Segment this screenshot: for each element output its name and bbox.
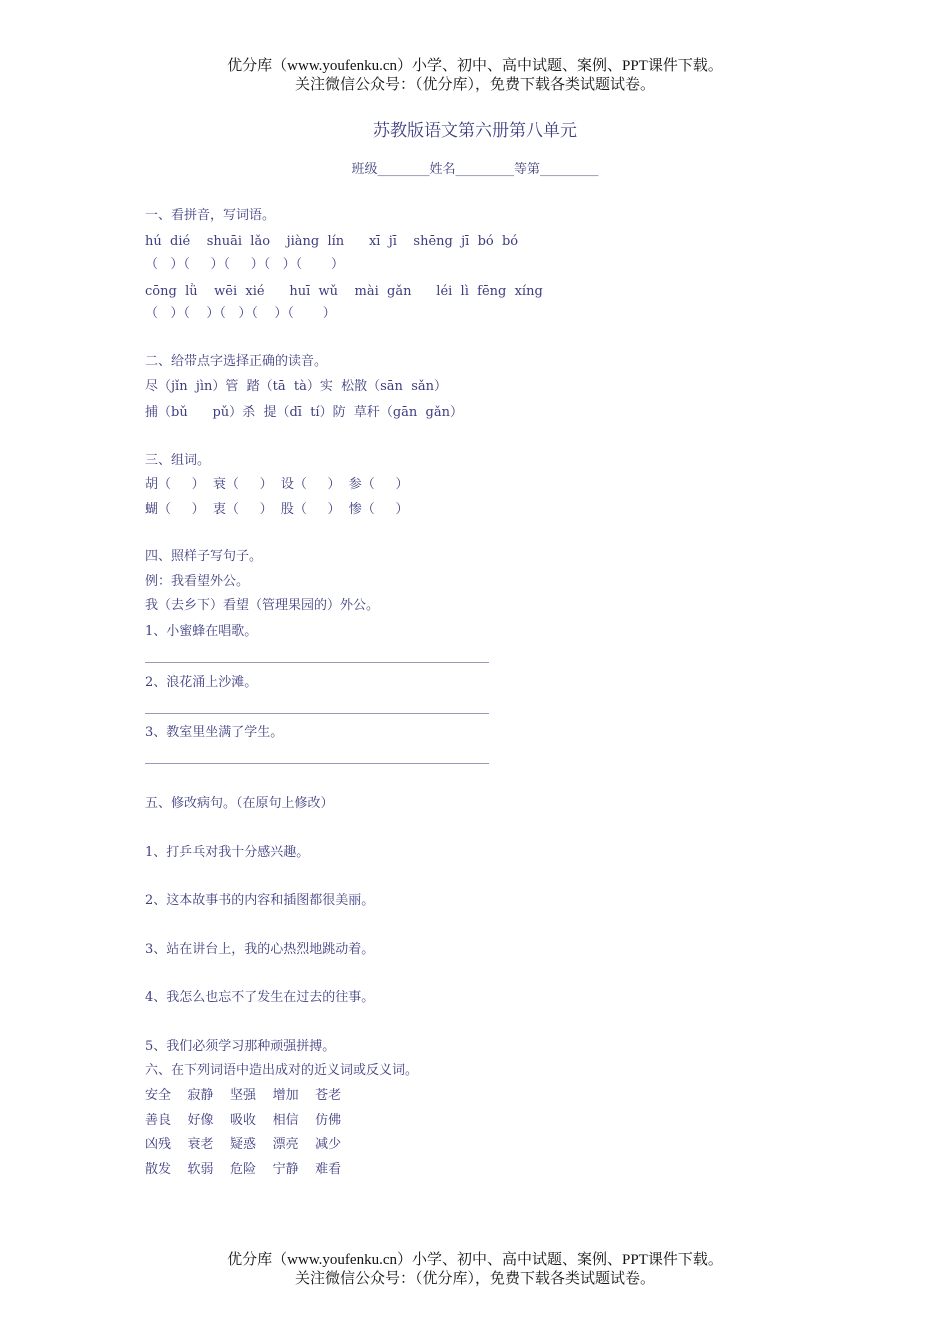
- word-group-line-2: 蝴（ ） 衷（ ） 股（ ） 惨（ ）: [145, 502, 409, 517]
- correction-sentence-4: 4、我怎么也忘不了发生在过去的往事。: [145, 990, 375, 1005]
- student-info-line: 班级________姓名_________等第_________: [351, 162, 599, 177]
- sentence-question-3: 3、教室里坐满了学生。: [145, 725, 284, 740]
- pinyin-row-1: hú dié shuāi lǎo jiàng lín xī jī shēng jī bó bó: [145, 234, 519, 249]
- answer-line-2: [145, 713, 489, 714]
- pinyin-row-2: cōng lǜ wēi xié huī wǔ mài gǎn léi lì fēng xíng: [145, 284, 543, 299]
- example-line-2: 我（去乡下）看望（管理果园的）外公。: [145, 598, 380, 613]
- page-header: [0, 57, 950, 95]
- word-list-row-1: 安全 寂静 坚强 增加 苍老: [145, 1088, 342, 1103]
- correction-sentence-2: 2、这本故事书的内容和插图都很美丽。: [145, 893, 375, 908]
- pronunciation-line-1: 尽（jǐn jìn）管 踏（tā tà）实 松散（sān sǎn）: [145, 379, 447, 394]
- word-list-row-4: 散发 软弱 危险 宁静 难看: [145, 1162, 342, 1177]
- header-line-2: 关注微信公众号：（优分库），免费下载各类试题试卷。: [294, 77, 655, 93]
- example-line-1: 例：我看望外公。: [145, 574, 250, 589]
- correction-sentence-3: 3、站在讲台上，我的心热烈地跳动着。: [145, 942, 375, 957]
- word-list-row-3: 凶残 衰老 疑惑 漂亮 减少: [145, 1137, 342, 1152]
- document-title: 苏教版语文第六册第八单元: [373, 121, 577, 141]
- correction-sentence-1: 1、打乒乓对我十分感兴趣。: [145, 845, 310, 860]
- answer-brackets-row-2: （ ）（ ）（ ）（ ）（ ）: [145, 306, 336, 321]
- footer-line-1: 优分库（www.youfenku.cn）小学、初中、高中试题、案例、PPT课件下载。: [227, 1252, 723, 1268]
- section-3-heading: 三、组词。: [145, 453, 211, 468]
- header-line-1: 优分库（www.youfenku.cn）小学、初中、高中试题、案例、PPT课件下载。: [227, 58, 723, 74]
- section-4-heading: 四、照样子写句子。: [145, 549, 263, 564]
- sentence-question-2: 2、浪花涌上沙滩。: [145, 675, 258, 690]
- section-1-heading: 一、看拼音，写词语。: [145, 208, 276, 223]
- sentence-question-1: 1、小蜜蜂在唱歌。: [145, 624, 258, 639]
- answer-line-3: [145, 763, 489, 764]
- correction-sentence-5: 5、我们必须学习那种顽强拼搏。: [145, 1039, 336, 1054]
- section-5-heading: 五、修改病句。（在原句上修改）: [145, 796, 334, 811]
- section-6-heading: 六、在下列词语中造出成对的近义词或反义词。: [145, 1063, 419, 1078]
- word-list-row-2: 善良 好像 吸收 相信 仿佛: [145, 1113, 342, 1128]
- section-2-heading: 二、给带点字选择正确的读音。: [145, 354, 328, 369]
- pronunciation-line-2: 捕（bǔ pǔ）杀 提（dī tí）防 草秆（gān gǎn）: [145, 405, 463, 420]
- answer-brackets-row-1: （ ）（ ）（ ）（ ）（ ）: [145, 257, 345, 272]
- word-group-line-1: 胡（ ） 衰（ ） 设（ ） 参（ ）: [145, 477, 409, 492]
- page-footer: [0, 1251, 950, 1289]
- footer-line-2: 关注微信公众号：（优分库），免费下载各类试题试卷。: [294, 1271, 655, 1287]
- answer-line-1: [145, 662, 489, 663]
